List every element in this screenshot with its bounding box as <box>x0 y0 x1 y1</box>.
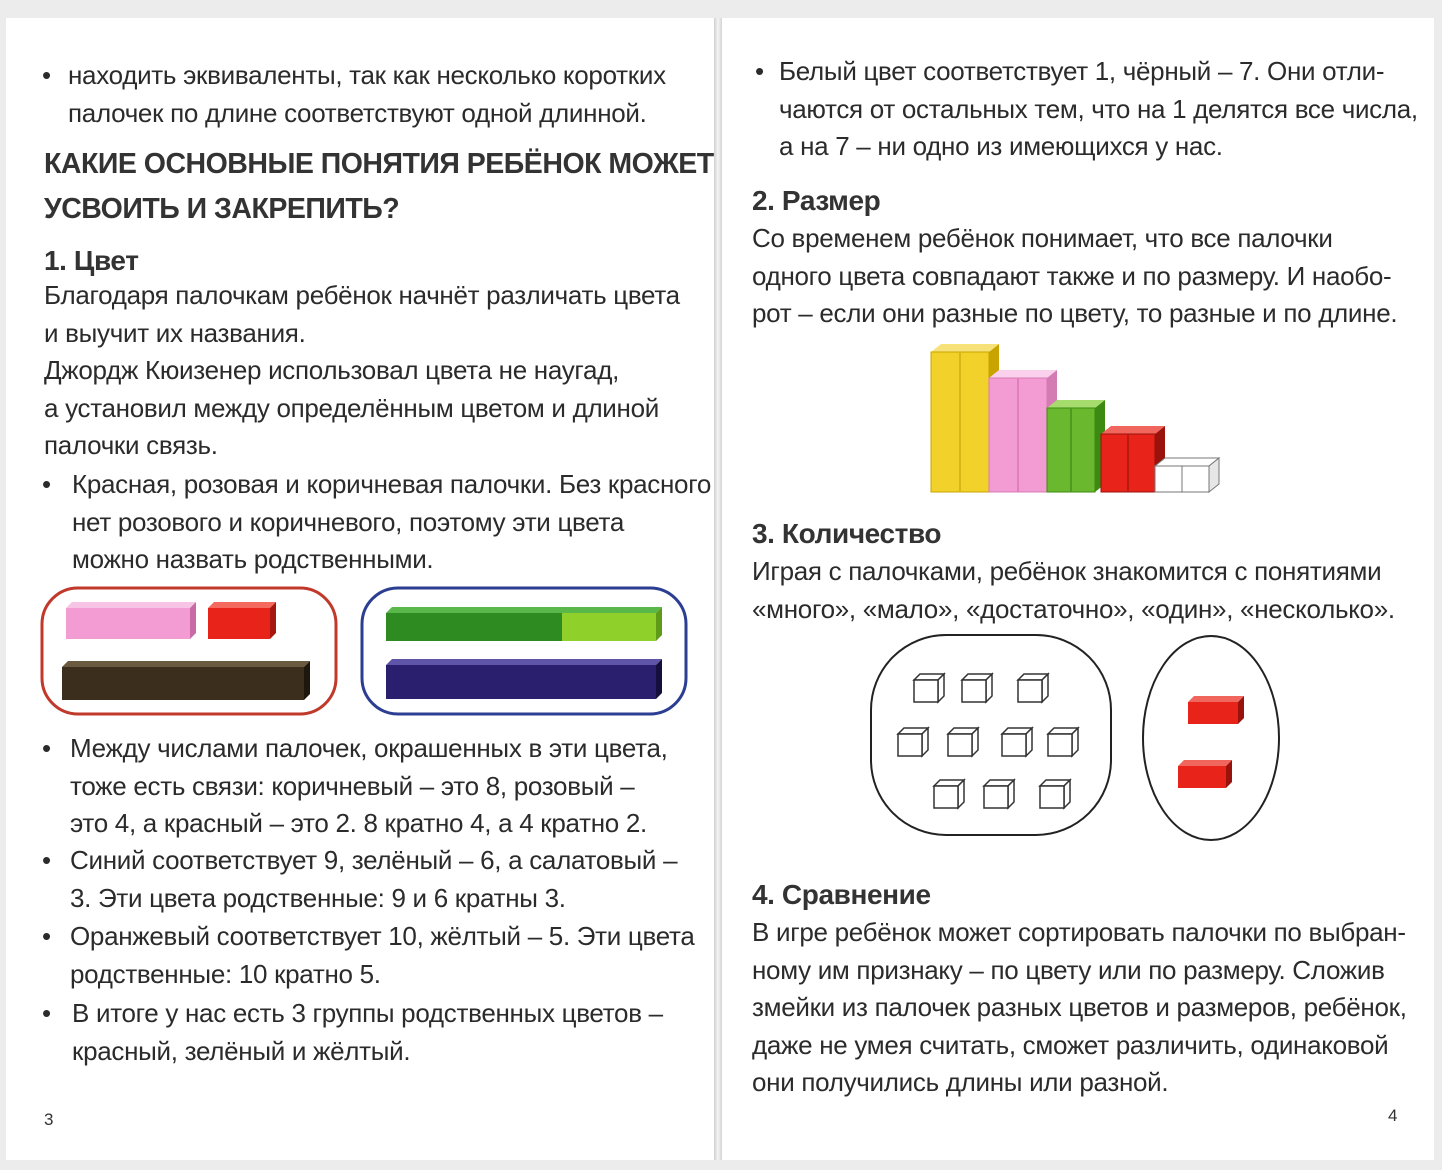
red-rod-top <box>208 602 276 608</box>
few-rods-frame <box>1143 636 1279 840</box>
page-number-right: 4 <box>1388 1106 1398 1125</box>
pink-rod-side <box>190 602 196 639</box>
red-rod <box>208 608 270 639</box>
bullet-red-text: Красная, розовая и коричневая палочки. Без красного нет розового и коричневого, поэтому эти цвета можно назвать родственными. <box>72 469 711 575</box>
green-rod-side <box>656 607 662 641</box>
bullet-marker: • <box>42 733 52 763</box>
section-title-comparison: 4. Сравнение <box>752 879 931 910</box>
quantity-illustration <box>868 632 1280 842</box>
intro-bullet-text: находить эквиваленты, так как несколько коротких палочек по длине соответствуют одной длинной. <box>68 60 666 128</box>
blue-rod-top <box>386 659 662 665</box>
light-green-rod <box>562 613 656 641</box>
pink-rod-top <box>66 602 196 608</box>
bullet-marker: • <box>42 845 52 875</box>
section-title-quantity: 3. Количество <box>752 518 942 549</box>
bullet-groups-text: В итоге у нас есть 3 группы родственных цветов – красный, зелёный и жёлтый. <box>72 998 663 1066</box>
color-paragraph: Благодаря палочкам ребёнок начнёт различать цвета и выучит их названия. Джордж Кюизенер использовал цвета не наугад, а установил между определённым цветом и длиной палочки связь. <box>44 280 680 461</box>
book-spine <box>714 18 722 1160</box>
brown-rod-top <box>62 661 310 667</box>
bullet-white-text: Белый цвет соответствует 1, чёрный – 7. Они отли- чаются от остальных тем, что на 1 делятся все числа, а на 7 – ни одно из имеющихся у нас. <box>779 56 1418 162</box>
section-title-size: 2. Размер <box>752 185 881 216</box>
size-staircase-illustration <box>925 340 1225 496</box>
bullet-marker: • <box>42 60 52 90</box>
comparison-paragraph: В игре ребёнок может сортировать палочки по выбран- ному им признаку – по цвету или по размеру. Сложив змейки из палочек разных цветов и размеров, ребёнок, даже не умея считать, сможет различить, одинаковой они получились длины или разной. <box>752 917 1407 1098</box>
pink-rod <box>66 608 190 639</box>
green-rod-top <box>386 607 662 613</box>
bullet-marker: • <box>755 56 765 86</box>
blue-rod-side <box>656 659 662 699</box>
section-title-color: 1. Цвет <box>44 245 139 276</box>
bullet-marker: • <box>42 921 52 951</box>
bullet-blue-text: Синий соответствует 9, зелёный – 6, а салатовый – 3. Эти цвета родственные: 9 и 6 кратны 3. <box>70 845 678 913</box>
quantity-paragraph: Играя с палочками, ребёнок знакомится с понятиями «много», «мало», «достаточно», «один», «несколько». <box>752 556 1395 624</box>
brown-rod-side <box>304 661 310 700</box>
brown-rod <box>62 667 304 700</box>
bullet-marker: • <box>42 998 52 1028</box>
red-rod-side <box>270 602 276 639</box>
bullet-numbers-text: Между числами палочек, окрашенных в эти цвета, тоже есть связи: коричневый – это 8, розовый – это 4, а красный – это 2. 8 кратно 4, а 4 кратно 2. <box>70 733 668 839</box>
bullet-orange-text: Оранжевый соответствует 10, жёлтый – 5. Эти цвета родственные: 10 кратно 5. <box>70 921 695 989</box>
main-heading: КАКИЕ ОСНОВНЫЕ ПОНЯТИЯ РЕБЁНОК МОЖЕТ УСВОИТЬ И ЗАКРЕПИТЬ? <box>44 148 714 225</box>
green-rod <box>386 613 562 641</box>
page-number-left: 3 <box>44 1110 54 1129</box>
rod-groups-illustration <box>40 585 692 720</box>
bullet-marker: • <box>42 469 52 499</box>
blue-rod <box>386 665 656 699</box>
size-paragraph: Со временем ребёнок понимает, что все палочки одного цвета совпадают также и по размеру. И наобо- рот – если они разные по цвету, то разные и по длине. <box>752 223 1398 329</box>
